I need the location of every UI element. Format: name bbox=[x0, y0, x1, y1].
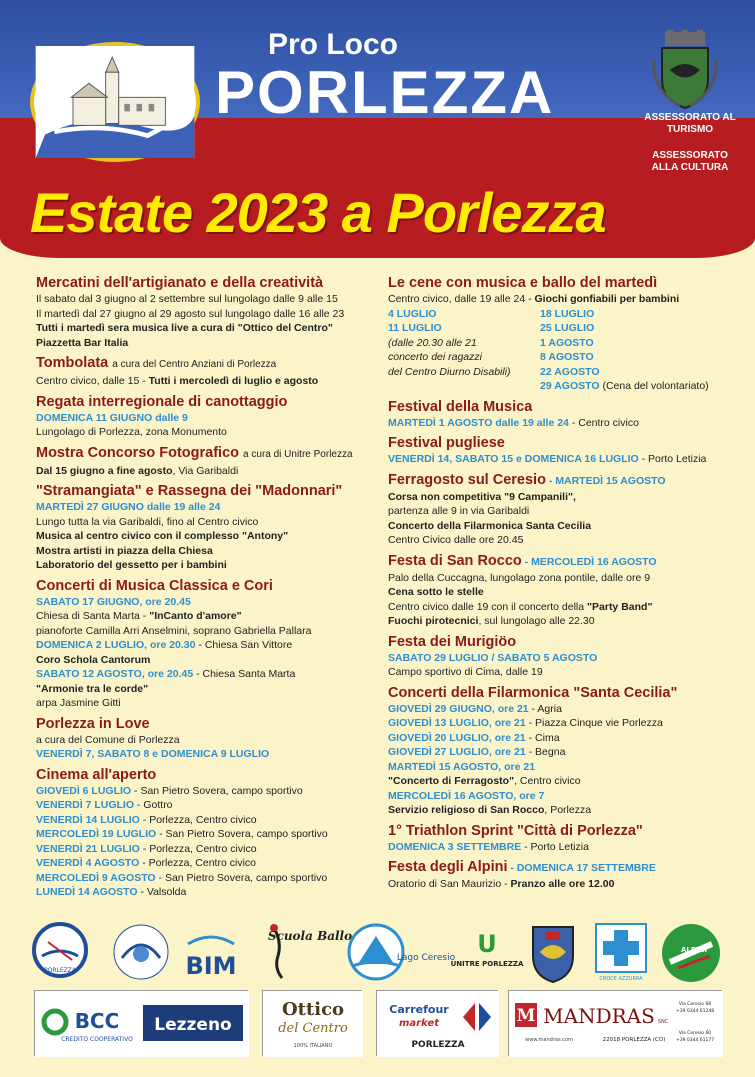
alpini-logo bbox=[660, 922, 722, 984]
croce-azzurra-label: CROCE AZZURRA bbox=[599, 976, 643, 982]
poster-title: Estate 2023 a Porlezza bbox=[30, 181, 606, 244]
pro-loco-label: Pro Loco bbox=[268, 28, 399, 61]
cinema-row bbox=[36, 856, 381, 871]
ottico-label-2: del Centro bbox=[278, 1021, 348, 1036]
bim-label: BIM bbox=[185, 952, 237, 980]
town-name: PORLEZZA bbox=[215, 59, 555, 126]
filarmonica-date: GIOVEDÌ 13 LUGLIO, ore 21 bbox=[388, 717, 526, 729]
mercatini-line: Il martedì dal 27 giugno al 29 agosto sul lungolago dalle 16 alle 23 bbox=[36, 307, 345, 320]
rocco-line bbox=[388, 600, 733, 615]
regata-title: Regata interregionale di canottaggio bbox=[36, 393, 288, 410]
canottieri-icon bbox=[30, 922, 90, 982]
mostra-sub: a cura di Unitre Porlezza bbox=[243, 448, 353, 460]
cinema-date: MERCOLEDÌ 9 AGOSTO bbox=[36, 871, 156, 884]
bcc-label: BCC bbox=[74, 1009, 120, 1033]
tombolata-title: Tombolata bbox=[36, 355, 109, 371]
rocco-line bbox=[388, 614, 733, 629]
mandras-address: 22018 PORLEZZA (CO) bbox=[602, 1037, 666, 1043]
rocco-bold: Fuochi pirotecnici bbox=[388, 615, 479, 627]
tombolata-heading bbox=[36, 354, 381, 374]
lago-ceresio-logo bbox=[346, 922, 456, 982]
regata-line: Lungolago di Porlezza, zona Monumento bbox=[36, 426, 227, 438]
assessorato-cultura: ASSESSORATO ALLA CULTURA bbox=[651, 150, 729, 173]
filarmonica-bold: "Concerto di Ferragosto" bbox=[388, 775, 515, 787]
alpini-icon bbox=[660, 922, 722, 984]
rocco-title: Festa di San Rocco bbox=[388, 552, 522, 569]
murigioo-date: SABATO 29 LUGLIO / SABATO 5 AGOSTO bbox=[388, 651, 598, 664]
cene-date: 4 LUGLIO bbox=[388, 307, 437, 320]
mandras-sponsor bbox=[508, 990, 722, 1056]
love-title: Porlezza in Love bbox=[36, 715, 150, 732]
ferragosto-line: Concerto della Filarmonica Santa Cecilia bbox=[388, 519, 592, 532]
cinema-date: LUNEDÌ 14 AGOSTO bbox=[36, 886, 138, 898]
cene-bold: Giochi gonfiabili per bambini bbox=[534, 293, 680, 305]
mandras-tel-2: +39 0344 61177 bbox=[675, 1038, 715, 1043]
bim-icon bbox=[182, 932, 240, 982]
left-column bbox=[36, 270, 381, 900]
triathlon-title: 1° Triathlon Sprint "Città di Porlezza" bbox=[388, 822, 643, 839]
pugliese-line bbox=[388, 452, 733, 467]
rocco-line: Palo della Cuccagna, lungolago zona pontile, dalle ore 9 bbox=[388, 571, 651, 584]
cene-date: 1 AGOSTO bbox=[540, 336, 594, 349]
cinema-place: - San Pietro Sovera, campo sportivo bbox=[156, 828, 328, 840]
filarmonica-date: MERCOLEDÌ 16 AGOSTO, ore 7 bbox=[388, 789, 545, 802]
assessorato-turismo: ASSESSORATO AL TURISMO bbox=[644, 112, 736, 135]
pugliese-title: Festival pugliese bbox=[388, 435, 505, 451]
porlezza-crest-logo bbox=[528, 922, 578, 984]
tombolata-text: Centro civico, dalle 15 - bbox=[36, 375, 149, 387]
filarmonica-title: Concerti della Filarmonica "Santa Cecilia" bbox=[388, 684, 678, 701]
unitre-icon bbox=[452, 926, 522, 982]
canottieri-label: PORLEZZA bbox=[44, 967, 76, 974]
church-icon bbox=[34, 46, 196, 158]
concerti-line bbox=[36, 609, 381, 624]
bcc-logo bbox=[35, 991, 249, 1057]
concerti-line: arpa Jasmine Gitti bbox=[36, 697, 121, 709]
filarmonica-place: - Agria bbox=[528, 702, 562, 715]
rocco-text: Centro civico dalle 19 con il concerto della bbox=[388, 600, 588, 613]
filarmonica-place: - Begna bbox=[525, 746, 566, 758]
rocco-date: - MERCOLEDÌ 16 AGOSTO bbox=[521, 555, 657, 568]
triathlon-date: DOMENICA 3 SETTEMBRE bbox=[388, 840, 522, 853]
bim-logo bbox=[182, 932, 240, 982]
right-column bbox=[388, 270, 733, 892]
croce-azzurra-icon bbox=[592, 922, 650, 984]
filarmonica-place: - Piazza Cinque vie Porlezza bbox=[525, 717, 663, 729]
crest-icon bbox=[528, 922, 578, 984]
rocco-text: , sul lungolago alle 22.30 bbox=[478, 615, 595, 627]
cinema-row bbox=[36, 813, 381, 828]
concerti-line: "Armonie tra le corde" bbox=[36, 682, 149, 695]
filarmonica-row bbox=[388, 716, 733, 731]
ferragosto-date: - MARTEDÌ 15 AGOSTO bbox=[545, 474, 666, 487]
cinema-date: VENERDÌ 14 LUGLIO bbox=[36, 813, 140, 826]
pugliese-place: - Porto Letizia bbox=[638, 453, 707, 465]
ferragosto-line: partenza alle 9 in via Garibaldi bbox=[388, 505, 530, 517]
concerti-bold: "InCanto d'amore" bbox=[149, 610, 242, 622]
carrefour-market: market bbox=[399, 1018, 439, 1029]
cinema-date: VENERDÌ 7 LUGLIO bbox=[36, 799, 135, 811]
concerti-line: pianoforte Camilla Arri Anselmini, soprano Gabriella Pallara bbox=[36, 624, 312, 637]
scuola-ballo-logo bbox=[262, 922, 353, 982]
cene-text: Centro civico, dalle 19 alle 24 - bbox=[388, 293, 535, 305]
lake-icon bbox=[346, 922, 456, 982]
carrefour-sponsor bbox=[376, 990, 498, 1056]
cinema-row bbox=[36, 885, 381, 900]
cene-date: 11 LUGLIO bbox=[388, 322, 442, 334]
cinema-row bbox=[36, 827, 381, 842]
mandras-logo bbox=[509, 991, 723, 1057]
mostra-line bbox=[36, 464, 381, 479]
mercatini-line: Il sabato dal 3 giugno al 2 settembre sul lungolago dalle 9 alle 15 bbox=[36, 293, 338, 305]
header bbox=[0, 0, 755, 262]
filarmonica-text: , Centro civico bbox=[514, 775, 581, 787]
festival-musica-line bbox=[388, 416, 733, 431]
filarmonica-line bbox=[388, 803, 733, 818]
ferragosto-title: Ferragosto sul Ceresio bbox=[388, 471, 546, 488]
mostra-title: Mostra Concorso Fotografico bbox=[36, 444, 240, 461]
cinema-place: - Porlezza, Centro civico bbox=[139, 842, 257, 855]
mandras-via-1: Via Ceresio 68 bbox=[678, 1002, 712, 1007]
mandras-tel-1: +39 0344 61248 bbox=[675, 1009, 715, 1014]
carrefour-town: PORLEZZA bbox=[411, 1040, 465, 1050]
cene-title: Le cene con musica e ballo del martedì bbox=[388, 275, 658, 291]
alpini-line bbox=[388, 877, 733, 892]
rocco-heading bbox=[388, 552, 733, 571]
rocco-line: Cena sotto le stelle bbox=[388, 586, 484, 598]
concerti-text: - Chiesa Santa Marta bbox=[193, 668, 296, 680]
murigioo-line: Campo sportivo di Cima, dalle 19 bbox=[388, 666, 543, 678]
mercatini-line: Piazzetta Bar Italia bbox=[36, 336, 129, 349]
cene-date: 25 LUGLIO bbox=[540, 322, 595, 334]
filarmonica-date: GIOVEDÌ 27 LUGLIO, ore 21 bbox=[388, 746, 526, 758]
mandras-via-2: Via Ceresio 60 bbox=[678, 1031, 712, 1036]
lago-ceresio-label: Lago Ceresio bbox=[396, 953, 456, 963]
cinema-place: - Valsolda bbox=[137, 886, 187, 898]
cene-date: 8 AGOSTO bbox=[540, 351, 594, 363]
concerti-text: - Chiesa San Vittore bbox=[195, 639, 293, 651]
sponsors bbox=[34, 990, 722, 1056]
stramangiata-line: Lungo tutta la via Garibaldi, fino al Centro civico bbox=[36, 515, 259, 528]
mandras-web: www.mandras.com bbox=[525, 1037, 573, 1043]
stramangiata-line: Laboratorio del gessetto per i bambini bbox=[36, 559, 227, 571]
cene-dates-col1 bbox=[388, 307, 540, 394]
tombolata-line bbox=[36, 374, 381, 389]
bcc-sub: CREDITO COOPERATIVO bbox=[61, 1036, 133, 1043]
mercatini-title: Mercatini dell'artigianato e della creatività bbox=[36, 275, 324, 291]
filarmonica-place: - Cima bbox=[525, 731, 560, 744]
cene-dates bbox=[388, 307, 733, 394]
alpini-heading bbox=[388, 858, 733, 877]
alpini-bold: Pranzo alle ore 12.00 bbox=[510, 878, 615, 890]
cinema-place: - Porlezza, Centro civico bbox=[139, 813, 257, 826]
filarmonica-icon bbox=[108, 922, 174, 982]
lezzeno-label: Lezzeno bbox=[154, 1015, 232, 1035]
concerti-date: SABATO 12 AGOSTO, ore 20.45 bbox=[36, 668, 194, 680]
rocco-bold: "Party Band" bbox=[587, 600, 653, 613]
cene-dates-col2 bbox=[540, 307, 730, 394]
carrefour-logo bbox=[377, 991, 499, 1057]
church-logo bbox=[30, 42, 200, 162]
ottico-label: Ottico bbox=[281, 999, 345, 1020]
filarmonica-date: MARTEDÌ 15 AGOSTO, ore 21 bbox=[388, 760, 536, 773]
cene-date: 18 LUGLIO bbox=[540, 307, 595, 320]
cinema-row bbox=[36, 871, 381, 886]
filarmonica-row bbox=[388, 702, 733, 717]
alpini-date: - DOMENICA 17 SETTEMBRE bbox=[507, 862, 656, 874]
cene-date: 29 AGOSTO bbox=[540, 380, 600, 392]
concerti-date: SABATO 17 GIUGNO, ore 20.45 bbox=[36, 595, 191, 608]
cinema-place: - Porlezza, Centro civico bbox=[139, 857, 256, 869]
stramangiata-line: Musica al centro civico con il complesso "Antony" bbox=[36, 530, 289, 542]
canottieri-logo bbox=[30, 922, 90, 982]
festival-musica-place: - Centro civico bbox=[568, 416, 639, 429]
cinema-row bbox=[36, 798, 381, 813]
cinema-date: MERCOLEDÌ 19 LUGLIO bbox=[36, 828, 157, 840]
filarmonica-row bbox=[388, 731, 733, 746]
concerti-title: Concerti di Musica Classica e Cori bbox=[36, 577, 273, 594]
triathlon-line bbox=[388, 840, 733, 855]
cene-note: del Centro Diurno Disabili) bbox=[388, 365, 511, 378]
concerti-line bbox=[36, 667, 381, 682]
scuola-ballo-label: Scuola Ballo bbox=[267, 929, 353, 943]
bcc-sponsor bbox=[34, 990, 248, 1056]
ottico-logo bbox=[263, 991, 363, 1057]
unitre-label: UNITRE PORLEZZA bbox=[450, 960, 524, 968]
concerti-line bbox=[36, 638, 381, 653]
cinema-place: - San Pietro Sovera, campo sportivo bbox=[155, 871, 328, 884]
tombolata-bold: Tutti i mercoledì di luglio e agosto bbox=[148, 375, 319, 387]
festival-musica-date: MARTEDÌ 1 AGOSTO dalle 19 alle 24 bbox=[388, 416, 569, 429]
cinema-row bbox=[36, 842, 381, 857]
filarmonica-logo bbox=[108, 922, 174, 982]
cinema-place: - Gottro bbox=[134, 799, 173, 811]
ottico-sub: 100% ITALIANO bbox=[293, 1043, 333, 1049]
mostra-bold: Dal 15 giugno a fine agosto bbox=[36, 464, 173, 477]
cene-date: 22 AGOSTO bbox=[540, 365, 600, 378]
cinema-date: GIOVEDÌ 6 LUGLIO bbox=[36, 784, 132, 797]
alpini-text: Oratorio di San Maurizio - bbox=[388, 878, 511, 890]
tombolata-sub: a cura del Centro Anziani di Porlezza bbox=[112, 359, 277, 370]
concerti-date: DOMENICA 2 LUGLIO, ore 20.30 bbox=[36, 639, 196, 651]
pugliese-date: VENERDÌ 14, SABATO 15 e DOMENICA 16 LUGLIO bbox=[388, 453, 639, 465]
stramangiata-title: "Stramangiata" e Rassegna dei "Madonnari" bbox=[36, 483, 343, 499]
filarmonica-row bbox=[388, 745, 733, 760]
regata-date: DOMENICA 11 GIUGNO dalle 9 bbox=[36, 411, 188, 424]
carrefour-label: Carrefour bbox=[389, 1003, 449, 1016]
filarmonica-bold: Servizio religioso di San Rocco bbox=[388, 804, 545, 816]
mandras-label: MANDRAS bbox=[543, 1004, 655, 1028]
cinema-date: VENERDÌ 4 AGOSTO bbox=[36, 857, 140, 869]
concerti-text: Chiesa di Santa Marta - bbox=[36, 610, 150, 622]
stramangiata-date: MARTEDÌ 27 GIUGNO dalle 19 alle 24 bbox=[36, 501, 221, 513]
stramangiata-line: Mostra artisti in piazza della Chiesa bbox=[36, 544, 213, 557]
ferragosto-heading bbox=[388, 471, 733, 490]
cinema-date: VENERDÌ 21 LUGLIO bbox=[36, 842, 140, 855]
cinema-row bbox=[36, 784, 381, 799]
partner-logos bbox=[30, 922, 730, 984]
triathlon-place: - Porto Letizia bbox=[521, 840, 589, 853]
filarmonica-line bbox=[388, 774, 733, 789]
murigioo-title: Festa dei Murigiöo bbox=[388, 633, 517, 650]
concerti-line: Coro Schola Cantorum bbox=[36, 653, 151, 666]
cene-note: (Cena del volontariato) bbox=[599, 380, 709, 392]
festival-musica-title: Festival della Musica bbox=[388, 398, 533, 415]
filarmonica-text: , Porlezza bbox=[544, 804, 592, 816]
filarmonica-date: GIOVEDÌ 29 GIUGNO, ore 21 bbox=[388, 702, 529, 715]
ferragosto-line: Centro Civico dalle ore 20.45 bbox=[388, 534, 524, 546]
svg-text:U: U bbox=[477, 930, 497, 958]
love-date: VENERDÌ 7, SABATO 8 e DOMENICA 9 LUGLIO bbox=[36, 748, 270, 760]
dancer-icon bbox=[262, 922, 353, 982]
mostra-heading bbox=[36, 444, 381, 464]
cinema-title: Cinema all'aperto bbox=[36, 766, 157, 783]
ferragosto-line: Corsa non competitiva "9 Campanili", bbox=[388, 490, 576, 503]
cene-note: concerto dei ragazzi bbox=[388, 351, 482, 363]
unitre-logo bbox=[452, 926, 522, 982]
alpini-title: Festa degli Alpini bbox=[388, 859, 508, 875]
mostra-text: , Via Garibaldi bbox=[172, 464, 239, 477]
cene-date-row bbox=[540, 379, 730, 394]
municipal-crest-icon bbox=[650, 30, 720, 110]
love-line: a cura del Comune di Porlezza bbox=[36, 733, 180, 746]
cene-line bbox=[388, 292, 733, 307]
svg-text:M: M bbox=[516, 1006, 536, 1026]
mandras-snc: SNC bbox=[657, 1019, 669, 1025]
croce-azzurra-logo bbox=[592, 922, 650, 984]
alpini-label: ALPINI bbox=[680, 946, 708, 954]
filarmonica-date: GIOVEDÌ 20 LUGLIO, ore 21 bbox=[388, 731, 526, 744]
ottico-sponsor bbox=[262, 990, 362, 1056]
cinema-place: - San Pietro Sovera, campo sportivo bbox=[131, 784, 303, 797]
mercatini-line: Tutti i martedì sera musica live a cura di "Ottico del Centro" bbox=[36, 322, 333, 334]
cene-note: (dalle 20.30 alle 21 bbox=[388, 336, 477, 349]
